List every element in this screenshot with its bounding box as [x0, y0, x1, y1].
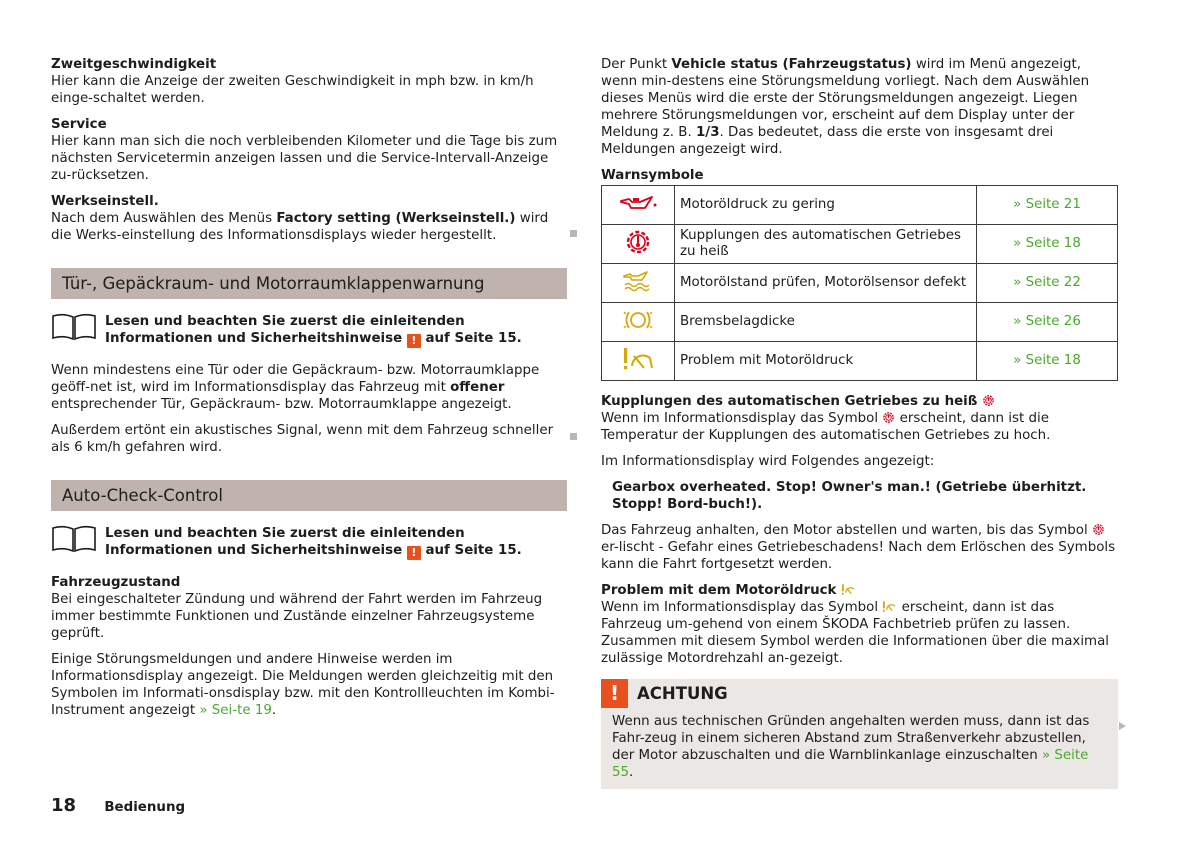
page-link[interactable]: » Seite 55: [612, 748, 1089, 780]
menu-name: Vehicle status (Fahrzeugstatus): [671, 57, 912, 72]
oil-level-sensor-icon: [621, 269, 655, 293]
text-part: Lesen und beachten Sie zuerst die einleitenden Informationen und Sicherheitshinweise: [105, 314, 465, 346]
text-part: Wenn aus technischen Gründen angehalten werden muss, dann ist das Fahr-zeug in einem sicheren Abstand zum Straßenverkehr abzustellen, der Motor abzuschalten und die Warnblinkanlage einzuschalten: [612, 714, 1090, 763]
icon-cell: [602, 186, 675, 225]
left-column: [51, 56, 567, 728]
heading-gearbox-hot: [601, 393, 1118, 410]
text-part: Nach dem Auswählen des Menüs: [51, 211, 277, 226]
icon-cell: [602, 264, 675, 303]
paragraph-messages: [51, 651, 567, 719]
warning-description: Problem mit Motoröldruck: [675, 342, 977, 381]
oil-pressure-problem-icon: [882, 600, 897, 613]
section-end-marker: [570, 230, 577, 237]
page-link-text[interactable]: » Seite 22: [1013, 275, 1081, 290]
warning-badge-icon: !: [407, 546, 421, 560]
warning-symbols-table: [601, 185, 1118, 381]
read-first-note: [51, 313, 567, 348]
section-oil-pressure-problem: [601, 582, 1118, 667]
page-link[interactable]: [977, 186, 1118, 225]
icon-cell: [602, 342, 675, 381]
open-book-icon: [51, 313, 97, 341]
oil-pressure-problem-icon: [841, 583, 856, 596]
section-werkseinstell: [51, 193, 567, 244]
page-link[interactable]: [977, 303, 1118, 342]
warning-description: Bremsbelagdicke: [675, 303, 977, 342]
text-part: er-lischt - Gefahr eines Getriebeschadens! Nach dem Erlöschen des Symbols kann die Fahrt fortgesetzt werden.: [601, 540, 1116, 572]
gearbox-temperature-icon: [1092, 523, 1105, 536]
section-end-marker: [570, 433, 577, 440]
text-part: Wenn im Informationsdisplay das Symbol: [601, 411, 883, 426]
heading-werkseinstell: Werkseinstell.: [51, 194, 159, 209]
table-row: [602, 342, 1118, 381]
gearbox-temperature-icon: [882, 411, 895, 424]
brake-pad-icon: [622, 308, 654, 332]
continue-arrow-icon: [1119, 722, 1126, 730]
page-link[interactable]: » Sei-te 19: [199, 703, 272, 718]
page-link-text[interactable]: » Seite 21: [1013, 197, 1081, 212]
text-part: Der Punkt: [601, 57, 672, 72]
warning-description: Motoröldruck zu gering: [675, 186, 977, 225]
page-link[interactable]: [977, 225, 1118, 264]
paragraph-acoustic-signal: Außerdem ertönt ein akustisches Signal, wenn mit dem Fahrzeug schneller als 6 km/h gefahren wird.: [51, 423, 554, 455]
note-text: [105, 313, 567, 348]
oil-pressure-icon: [618, 193, 658, 213]
exclamation-icon: !: [601, 679, 628, 708]
page-link[interactable]: [977, 264, 1118, 303]
text-part: Lesen und beachten Sie zuerst die einleitenden Informationen und Sicherheitshinweise: [105, 526, 465, 558]
right-column: [601, 56, 1118, 789]
text-part: entsprechender Tür, Gepäckraum- bzw. Motorraumklappe angezeigt.: [51, 397, 512, 412]
warning-description: Kupplungen des automatischen Getriebes zu heiß: [675, 225, 977, 264]
text-part: Wenn mindestens eine Tür oder die Gepäckraum- bzw. Motorraumklappe geöff-net ist, wird im Informationsdisplay das Fahrzeug mit: [51, 363, 540, 395]
text-part: . Das bedeutet, dass die erste von insgesamt drei Meldungen angezeigt wird.: [601, 125, 1054, 157]
text-part: wird im Menü angezeigt, wenn min-destens eine Störungsmeldung vorliegt. Nach dem Auswählen dieses Menüs wird die erste der Störungsmeldungen angezeigt. Liegen mehrere Störungsmeldungen vor, erscheint auf dem Display unter der Meldung z. B.: [601, 57, 1090, 140]
warning-box-header: [601, 679, 1118, 708]
section-fahrzeugzustand: [51, 574, 567, 642]
page-link-text[interactable]: » Seite 18: [1013, 353, 1081, 368]
text-gearbox-hot: [601, 410, 1118, 444]
page-footer: [51, 797, 185, 816]
menu-name: Factory setting (Werkseinstell.): [276, 211, 516, 226]
gearbox-temperature-icon: [982, 394, 995, 407]
heading-text: Problem mit dem Motoröldruck: [601, 583, 837, 598]
paragraph-display-shows: Im Informationsdisplay wird Folgendes angezeigt:: [601, 454, 935, 469]
text-zweitgeschwindigkeit: Hier kann die Anzeige der zweiten Geschwindigkeit in mph bzw. in km/h einge-schaltet werden.: [51, 74, 534, 106]
warning-description: Motorölstand prüfen, Motorölsensor defekt: [675, 264, 977, 303]
text-part: erscheint, dann ist das Fahrzeug um-gehend von einem ŠKODA Fachbetrieb prüfen zu lassen. Zusammen mit diesem Symbol werden die Informationen über die maximal zulässige Motordrehzahl an-gezeigt.: [601, 600, 1110, 666]
page-link[interactable]: [977, 342, 1118, 381]
section-label: Bedienung: [104, 800, 186, 815]
warning-box: [601, 679, 1118, 789]
table-row: [602, 225, 1118, 264]
heading-text: Kupplungen des automatischen Getriebes zu heiß: [601, 394, 978, 409]
heading-fahrzeugzustand: Fahrzeugzustand: [51, 575, 181, 590]
text-part: .: [629, 765, 634, 780]
warning-badge-icon: !: [407, 334, 421, 348]
page-link-text[interactable]: » Seite 18: [1013, 236, 1081, 251]
warning-box-title: ACHTUNG: [637, 684, 728, 703]
paragraph-stop-vehicle: [601, 522, 1118, 573]
section-band-auto-check: Auto-Check-Control: [51, 480, 567, 511]
warning-box-text: [601, 708, 1118, 781]
table-row: [602, 264, 1118, 303]
note-text: [105, 525, 567, 560]
bold-word: offener: [450, 380, 505, 395]
icon-cell: [602, 225, 675, 264]
page-number: 18: [51, 795, 77, 816]
text-part: Wenn im Informationsdisplay das Symbol: [601, 600, 883, 615]
paragraph-open-door: [51, 362, 567, 413]
section-service: [51, 116, 567, 184]
page-link-text[interactable]: » Seite 26: [1013, 314, 1081, 329]
icon-cell: [602, 303, 675, 342]
heading-service: Service: [51, 117, 107, 132]
heading-zweitgeschwindigkeit: Zweitgeschwindigkeit: [51, 57, 217, 72]
table-row: [602, 303, 1118, 342]
text-oil-pressure-problem: [601, 599, 1118, 667]
text-part: auf Seite 15.: [420, 331, 522, 346]
read-first-note: [51, 525, 567, 560]
display-message-quote: Gearbox overheated. Stop! Owner's man.! (Getriebe überhitzt. Stopp! Bord-buch!).: [612, 480, 1087, 512]
text-fahrzeugzustand: Bei eingeschalteter Zündung und während der Fahrt werden im Fahrzeug immer bestimmte Funktionen und Zustände einzelner Fahrzeugsysteme geprüft.: [51, 592, 543, 641]
text-service: Hier kann man sich die noch verbleibenden Kilometer und die Tage bis zum nächsten Servicetermin anzeigen lassen und die Service-Intervall-Anzeige zu-rücksetzen.: [51, 134, 558, 183]
paragraph-vehicle-status: [601, 56, 1118, 158]
section-zweitgeschwindigkeit: [51, 56, 567, 107]
text-part: Einige Störungsmeldungen und andere Hinweise werden im Informationsdisplay angezeigt. Die Meldungen werden gleichzeitig mit den Symbolen im Informati-onsdisplay bzw. mit den Kontrollleuchten im Kombi-Instrument angezeigt: [51, 652, 555, 718]
text-part: Das Fahrzeug anhalten, den Motor abstellen und warten, bis das Symbol: [601, 523, 1092, 538]
section-gearbox-hot: [601, 393, 1118, 444]
text-part: .: [271, 703, 277, 718]
text-part: auf Seite 15.: [420, 543, 522, 558]
section-band-door-warning: Tür-, Gepäckraum- und Motorraumklappenwarnung: [51, 268, 567, 299]
table-row: [602, 186, 1118, 225]
text-part: wird die Werks-einstellung des Informationsdisplays wieder hergestellt.: [51, 211, 549, 243]
heading-oil-pressure-problem: [601, 582, 1118, 599]
text-part: erscheint, dann ist die Temperatur der Kupplungen des automatischen Getriebes zu hoch.: [601, 411, 1051, 443]
oil-pressure-problem-icon: [622, 346, 654, 372]
text-werkseinstell: [51, 210, 567, 244]
gearbox-temperature-icon: [624, 228, 652, 256]
message-counter: 1/3: [695, 125, 720, 140]
open-book-icon: [51, 525, 97, 553]
table-heading: Warnsymbole: [601, 168, 704, 183]
